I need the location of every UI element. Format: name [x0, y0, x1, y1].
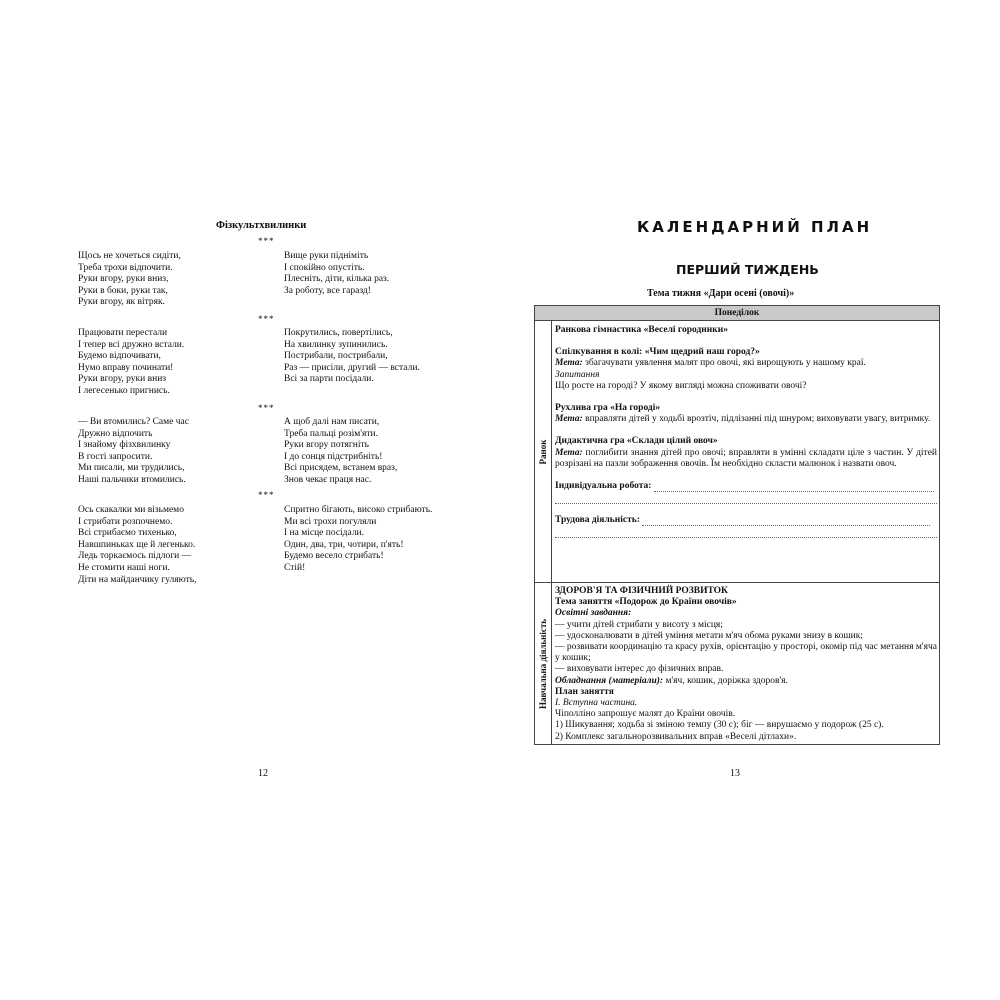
task-item: — виховувати інтерес до фізичних вправ.: [555, 664, 724, 675]
step-item: 1) Шикування; ходьба зі зміною темпу (30 с); біг — вирушаємо у подорож (25 с).: [555, 720, 884, 731]
plan-label: План заняття: [555, 686, 614, 697]
row-divider: [535, 582, 939, 583]
learning-label: Навчальна діяльність: [538, 618, 548, 709]
circle-talk-goal: Мета: збагачувати уявлення малят про овочі, які вирощують у нашому краї.: [555, 358, 866, 369]
individual-work-line: Індивідуальна робота:: [555, 481, 937, 492]
tasks-label: Освітні завдання:: [555, 608, 632, 619]
learning-content: [555, 586, 937, 743]
task-item: — удосконалювати в дітей уміння метати м'яч обома руками знизу в кошик;: [555, 630, 864, 641]
day-header: Понеділок: [535, 306, 939, 321]
labor-activity-line: Трудова діяльність:: [555, 515, 937, 526]
section-title: ЗДОРОВ'Я ТА ФІЗИЧНИЙ РОЗВИТОК: [555, 586, 728, 596]
questions-label: Запитання: [555, 369, 600, 380]
questions-text: Що росте на городі? У якому вигляді можна споживати овочі?: [555, 380, 807, 391]
morning-content: [555, 325, 937, 538]
stanza-separator: ***: [258, 314, 275, 324]
mobile-game-title: Рухлива гра «На городі»: [555, 403, 661, 414]
stanza-separator: ***: [258, 403, 275, 413]
didactic-game-goal: Мета: поглибити знання дітей про овочі; вправляти в умінні складати ціле з частин. У дітей розрізані на пазли зображення овочів. Їм необхідно скласти малюнок і назвати овоч.: [555, 447, 937, 469]
task-item: — розвивати координацію та красу рухів, орієнтацію у просторі, окомір під час метання м'яча у кошик;: [555, 642, 937, 664]
week-theme: Тема тижня «Дари осені (овочі)»: [647, 288, 795, 299]
page-title: Фізкультхвилинки: [216, 220, 307, 231]
intro-text: Чіполліно запрошує малят до Країни овочів.: [555, 709, 736, 720]
stanza-separator: ***: [258, 236, 275, 246]
poem-stanza: Спритно бігають, високо стрибають. Ми всі трохи погуляли І на місце посідали. Один, два, три, чотири, п'ять! Будемо весело стрибать! Стій!: [284, 505, 433, 573]
equipment-line: Обладнання (матеріали): м'яч, кошик, доріжка здоров'я.: [555, 675, 788, 686]
circle-talk-title: Спілкування в колі: «Чим щедрий наш город?»: [555, 347, 760, 358]
calendar-plan-title: КАЛЕНДАРНИЙ ПЛАН: [637, 218, 873, 236]
poem-stanza: Вище руки підніміть І спокійно опустіть. Плесніть, діти, кілька раз. За роботу, все гаразд!: [284, 251, 390, 296]
plan-table: [534, 305, 940, 745]
gymnastics-title: Ранкова гімнастика «Веселі городники»: [555, 325, 728, 335]
page-number: 12: [258, 768, 268, 779]
page-number: 13: [730, 768, 740, 779]
mobile-game-goal: Мета: вправляти дітей у ходьбі врозтіч, підлізанні під шнуром; виховувати увагу, витримку.: [555, 414, 931, 425]
right-page: [500, 0, 1000, 1000]
morning-label: Ранок: [538, 439, 548, 465]
didactic-game-title: Дидактична гра «Склади цілий овоч»: [555, 436, 718, 447]
poem-stanza: Щось не хочеться сидіти, Треба трохи відпочити. Руки вгору, руки вниз, Руки в боки, руки так, Руки вгору, як вітряк.: [78, 251, 181, 308]
poem-stanza: А щоб далі нам писати, Треба пальці розім'яти. Руки вгору потягніть І до сонця підстрибніть! Всі присядем, встанем враз, Знов чекає праця нас.: [284, 417, 398, 485]
learning-side-cell: [535, 583, 552, 744]
step-item: 2) Комплекс загальнорозвивальних вправ «Веселі дітлахи».: [555, 731, 797, 742]
stanza-separator: ***: [258, 490, 275, 500]
lesson-title: Тема заняття «Подорож до Країни овочів»: [555, 597, 737, 608]
morning-side-cell: [535, 321, 552, 583]
poem-stanza: Ось скакалки ми візьмемо І стрибати розпочнемо. Всі стрибаємо тихенько, Навшпиньках ще й легенько. Ледь торкаємось підлоги — Не стомити наші ноги. Діти на майданчику гуляють,: [78, 505, 197, 585]
week-title: ПЕРШИЙ ТИЖДЕНЬ: [676, 262, 819, 277]
poem-stanza: Працювати перестали І тепер всі дружно встали. Будемо відпочивати, Нумо вправу починати! Руки вгору, руки вниз І легесенько пригнись.: [78, 328, 185, 396]
poem-stanza: — Ви втомились? Саме час Дружно відпочить І знайому фізхвилинку В гості запросити. Ми писали, ми трудились, Наші пальчики втомились.: [78, 417, 189, 485]
task-item: — учити дітей стрибати у висоту з місця;: [555, 619, 723, 630]
poem-stanza: Покрутились, повертілись, На хвилинку зупинились. Пострибали, пострибали, Раз — присіли, другий — встали. Всі за парти посідали.: [284, 328, 420, 385]
part-one-title: І. Вступна частина.: [555, 698, 638, 709]
